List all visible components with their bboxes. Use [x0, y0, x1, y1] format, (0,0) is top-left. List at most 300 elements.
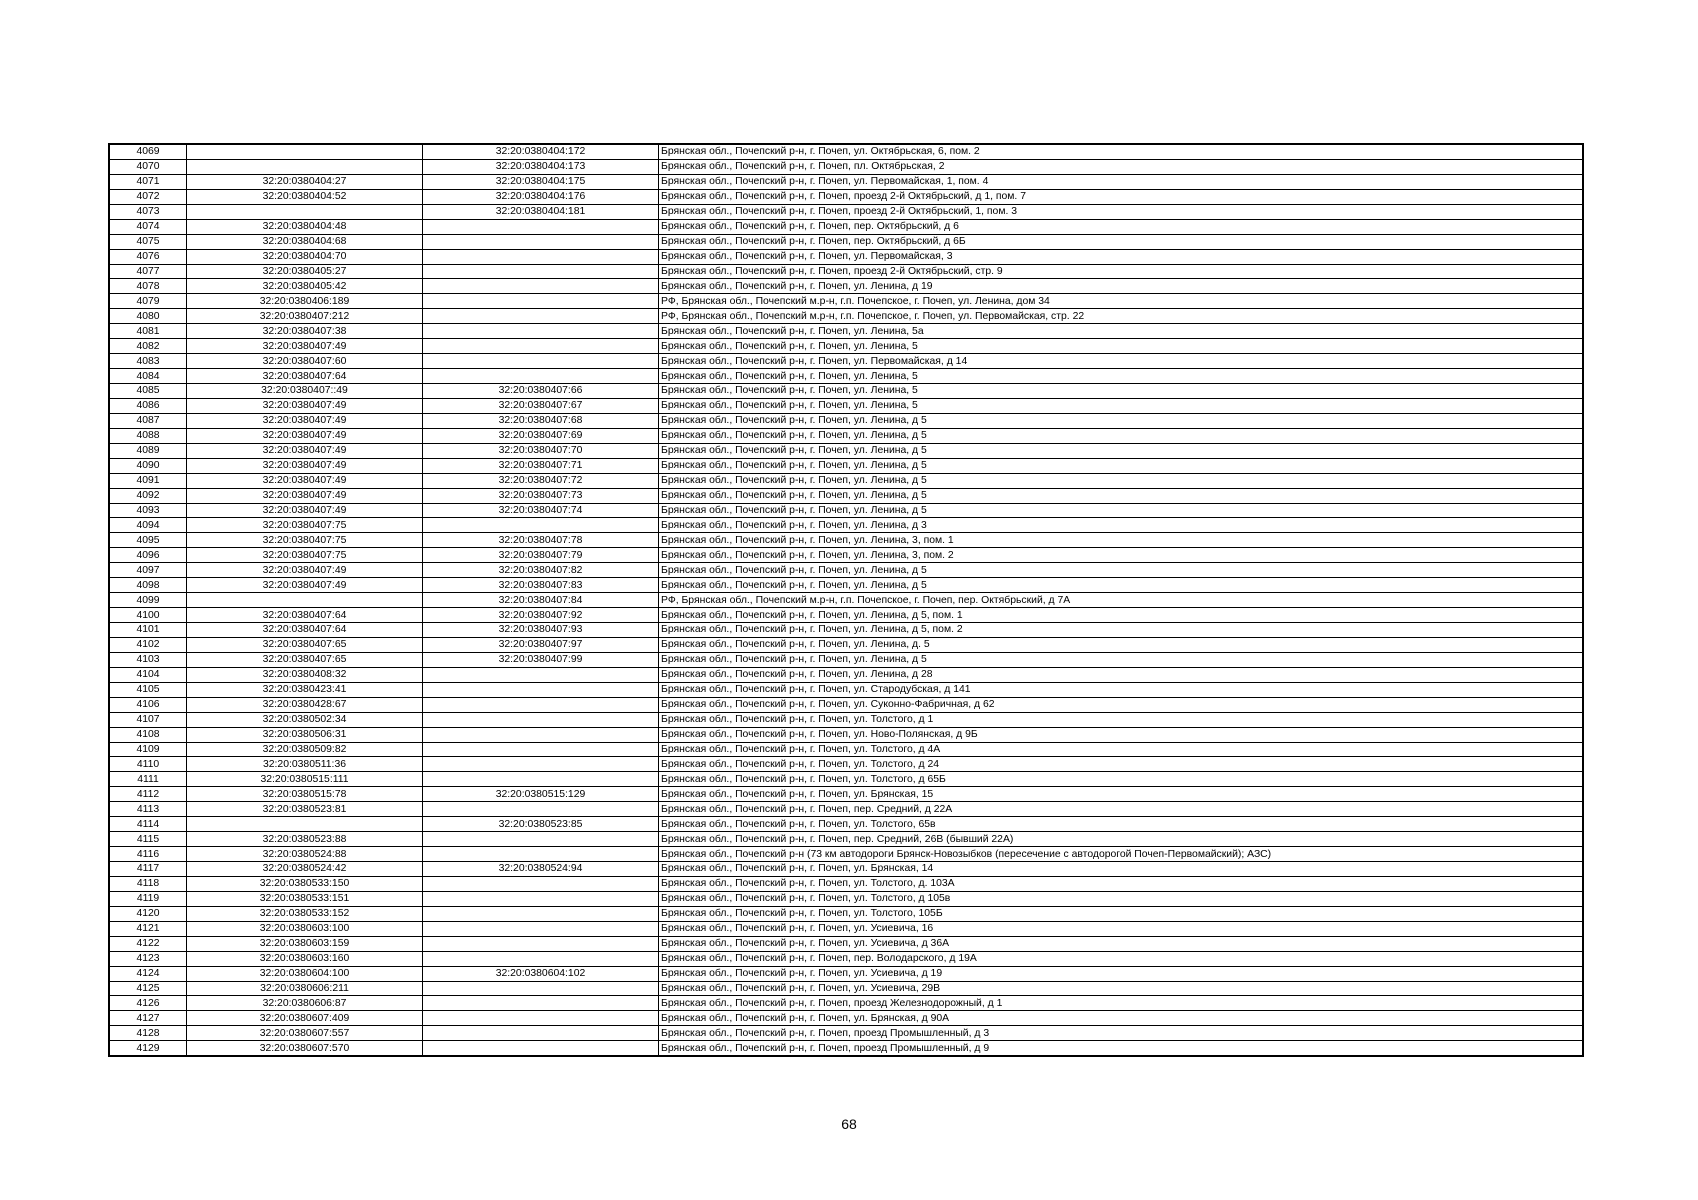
table-row	[110, 1011, 1583, 1026]
table-body	[110, 145, 1583, 1056]
row-number-cell: 4096	[110, 548, 187, 563]
land-cadastral-number-cell: 32:20:0380407:49	[187, 398, 423, 413]
land-cadastral-number-cell: 32:20:0380606:87	[187, 996, 423, 1011]
table-row	[110, 936, 1583, 951]
object-cadastral-number-cell	[423, 309, 659, 324]
table-row	[110, 578, 1583, 593]
land-cadastral-number-cell	[187, 159, 423, 174]
object-cadastral-number-cell: 32:20:0380407:84	[423, 593, 659, 608]
object-cadastral-number-cell: 32:20:0380407:67	[423, 398, 659, 413]
object-cadastral-number-cell: 32:20:0380407:83	[423, 578, 659, 593]
table-row	[110, 548, 1583, 563]
object-cadastral-number-cell	[423, 1011, 659, 1026]
address-cell: Брянская обл., Почепский р-н, г. Почеп, ул. Ленина, д 19	[659, 279, 1583, 294]
table-row	[110, 1026, 1583, 1041]
object-cadastral-number-cell	[423, 264, 659, 279]
address-cell: Брянская обл., Почепский р-н, г. Почеп, пл. Октябрьская, 2	[659, 159, 1583, 174]
row-number-cell: 4080	[110, 309, 187, 324]
object-cadastral-number-cell	[423, 727, 659, 742]
table-row	[110, 443, 1583, 458]
address-cell: Брянская обл., Почепский р-н, г. Почеп, ул. Ленина, 5а	[659, 324, 1583, 339]
land-cadastral-number-cell: 32:20:0380407:49	[187, 578, 423, 593]
object-cadastral-number-cell: 32:20:0380407:93	[423, 623, 659, 638]
address-cell: Брянская обл., Почепский р-н, г. Почеп, ул. Толстого, д 4А	[659, 742, 1583, 757]
object-cadastral-number-cell: 32:20:0380407:79	[423, 548, 659, 563]
object-cadastral-number-cell: 32:20:0380407:99	[423, 652, 659, 667]
land-cadastral-number-cell: 32:20:0380407:64	[187, 369, 423, 384]
address-cell: Брянская обл., Почепский р-н, г. Почеп, пер. Октябрьский, д 6	[659, 219, 1583, 234]
row-number-cell: 4069	[110, 145, 187, 160]
object-cadastral-number-cell	[423, 1041, 659, 1056]
land-cadastral-number-cell: 32:20:0380502:34	[187, 712, 423, 727]
land-cadastral-number-cell: 32:20:0380407:49	[187, 563, 423, 578]
object-cadastral-number-cell: 32:20:0380515:129	[423, 787, 659, 802]
row-number-cell: 4118	[110, 876, 187, 891]
land-cadastral-number-cell: 32:20:0380407:75	[187, 518, 423, 533]
row-number-cell: 4104	[110, 667, 187, 682]
row-number-cell: 4097	[110, 563, 187, 578]
row-number-cell: 4119	[110, 891, 187, 906]
table-row	[110, 637, 1583, 652]
table-row	[110, 712, 1583, 727]
property-register-table	[109, 144, 1583, 1056]
land-cadastral-number-cell: 32:20:0380407:65	[187, 637, 423, 652]
land-cadastral-number-cell: 32:20:0380533:151	[187, 891, 423, 906]
object-cadastral-number-cell: 32:20:0380404:173	[423, 159, 659, 174]
table-row	[110, 563, 1583, 578]
row-number-cell: 4084	[110, 369, 187, 384]
object-cadastral-number-cell	[423, 518, 659, 533]
land-cadastral-number-cell: 32:20:0380603:100	[187, 921, 423, 936]
address-cell: Брянская обл., Почепский р-н, г. Почеп, ул. Ленина, д 5, пом. 2	[659, 623, 1583, 638]
object-cadastral-number-cell	[423, 936, 659, 951]
land-cadastral-number-cell: 32:20:0380603:160	[187, 951, 423, 966]
row-number-cell: 4077	[110, 264, 187, 279]
address-cell: Брянская обл., Почепский р-н, г. Почеп, проезд Промышленный, д 9	[659, 1041, 1583, 1056]
table-row	[110, 384, 1583, 399]
land-cadastral-number-cell: 32:20:0380407:49	[187, 413, 423, 428]
address-cell: Брянская обл., Почепский р-н, г. Почеп, ул. Толстого, д 105в	[659, 891, 1583, 906]
address-cell: Брянская обл., Почепский р-н, г. Почеп, ул. Ново-Полянская, д 9Б	[659, 727, 1583, 742]
row-number-cell: 4081	[110, 324, 187, 339]
land-cadastral-number-cell: 32:20:0380407::49	[187, 384, 423, 399]
address-cell: Брянская обл., Почепский р-н, г. Почеп, ул. Ленина, д 5	[659, 458, 1583, 473]
row-number-cell: 4128	[110, 1026, 187, 1041]
row-number-cell: 4106	[110, 697, 187, 712]
object-cadastral-number-cell: 32:20:0380407:70	[423, 443, 659, 458]
object-cadastral-number-cell: 32:20:0380404:175	[423, 174, 659, 189]
table-row	[110, 398, 1583, 413]
object-cadastral-number-cell: 32:20:0380523:85	[423, 817, 659, 832]
row-number-cell: 4114	[110, 817, 187, 832]
object-cadastral-number-cell	[423, 921, 659, 936]
address-cell: Брянская обл., Почепский р-н, г. Почеп, пер. Октябрьский, д 6Б	[659, 234, 1583, 249]
row-number-cell: 4109	[110, 742, 187, 757]
row-number-cell: 4073	[110, 204, 187, 219]
row-number-cell: 4103	[110, 652, 187, 667]
table-row	[110, 309, 1583, 324]
object-cadastral-number-cell	[423, 249, 659, 264]
address-cell: Брянская обл., Почепский р-н, г. Почеп, ул. Стародубская, д 141	[659, 682, 1583, 697]
table-row	[110, 145, 1583, 160]
row-number-cell: 4102	[110, 637, 187, 652]
row-number-cell: 4126	[110, 996, 187, 1011]
table-row	[110, 339, 1583, 354]
object-cadastral-number-cell: 32:20:0380604:102	[423, 966, 659, 981]
address-cell: Брянская обл., Почепский р-н, г. Почеп, ул. Толстого, д. 103А	[659, 876, 1583, 891]
table-row	[110, 324, 1583, 339]
land-cadastral-number-cell: 32:20:0380407:49	[187, 503, 423, 518]
address-cell: Брянская обл., Почепский р-н, г. Почеп, ул. Первомайская, 3	[659, 249, 1583, 264]
row-number-cell: 4095	[110, 533, 187, 548]
address-cell: Брянская обл., Почепский р-н, г. Почеп, проезд 2-й Октябрьский, стр. 9	[659, 264, 1583, 279]
table-row	[110, 518, 1583, 533]
address-cell: Брянская обл., Почепский р-н, г. Почеп, ул. Ленина, 3, пом. 2	[659, 548, 1583, 563]
address-cell: Брянская обл., Почепский р-н, г. Почеп, ул. Суконно-Фабричная, д 62	[659, 697, 1583, 712]
address-cell: Брянская обл., Почепский р-н, г. Почеп, проезд Железнодорожный, д 1	[659, 996, 1583, 1011]
table-row	[110, 369, 1583, 384]
row-number-cell: 4092	[110, 488, 187, 503]
object-cadastral-number-cell	[423, 1026, 659, 1041]
object-cadastral-number-cell	[423, 294, 659, 309]
address-cell: Брянская обл., Почепский р-н, г. Почеп, ул. Ленина, д 5	[659, 413, 1583, 428]
table-row	[110, 847, 1583, 862]
land-cadastral-number-cell: 32:20:0380423:41	[187, 682, 423, 697]
address-cell: Брянская обл., Почепский р-н, г. Почеп, ул. Ленина, д 5, пом. 1	[659, 608, 1583, 623]
land-cadastral-number-cell: 32:20:0380407:49	[187, 458, 423, 473]
address-cell: Брянская обл., Почепский р-н, г. Почеп, ул. Толстого, 65в	[659, 817, 1583, 832]
table-row	[110, 428, 1583, 443]
address-cell: Брянская обл., Почепский р-н, г. Почеп, ул. Ленина, д 5	[659, 563, 1583, 578]
object-cadastral-number-cell	[423, 682, 659, 697]
object-cadastral-number-cell	[423, 667, 659, 682]
table-row	[110, 533, 1583, 548]
table-row	[110, 503, 1583, 518]
land-cadastral-number-cell: 32:20:0380407:49	[187, 428, 423, 443]
row-number-cell: 4088	[110, 428, 187, 443]
address-cell: Брянская обл., Почепский р-н, г. Почеп, проезд 2-й Октябрьский, 1, пом. 3	[659, 204, 1583, 219]
object-cadastral-number-cell	[423, 876, 659, 891]
object-cadastral-number-cell: 32:20:0380407:92	[423, 608, 659, 623]
table-row	[110, 727, 1583, 742]
row-number-cell: 4112	[110, 787, 187, 802]
land-cadastral-number-cell: 32:20:0380506:31	[187, 727, 423, 742]
address-cell: Брянская обл., Почепский р-н, г. Почеп, ул. Ленина, д 5	[659, 488, 1583, 503]
table-row	[110, 294, 1583, 309]
row-number-cell: 4085	[110, 384, 187, 399]
object-cadastral-number-cell	[423, 369, 659, 384]
table-row	[110, 488, 1583, 503]
row-number-cell: 4110	[110, 757, 187, 772]
address-cell: Брянская обл., Почепский р-н, г. Почеп, ул. Ленина, 5	[659, 339, 1583, 354]
address-cell: Брянская обл., Почепский р-н, г. Почеп, ул. Брянская, д 90А	[659, 1011, 1583, 1026]
object-cadastral-number-cell	[423, 951, 659, 966]
land-cadastral-number-cell	[187, 204, 423, 219]
land-cadastral-number-cell: 32:20:0380407:64	[187, 608, 423, 623]
land-cadastral-number-cell: 32:20:0380407:60	[187, 354, 423, 369]
row-number-cell: 4076	[110, 249, 187, 264]
row-number-cell: 4094	[110, 518, 187, 533]
row-number-cell: 4083	[110, 354, 187, 369]
land-cadastral-number-cell: 32:20:0380407:75	[187, 548, 423, 563]
land-cadastral-number-cell: 32:20:0380607:557	[187, 1026, 423, 1041]
table-row	[110, 234, 1583, 249]
land-cadastral-number-cell: 32:20:0380509:82	[187, 742, 423, 757]
table-row	[110, 174, 1583, 189]
object-cadastral-number-cell	[423, 802, 659, 817]
address-cell: Брянская обл., Почепский р-н, г. Почеп, ул. Толстого, д 1	[659, 712, 1583, 727]
land-cadastral-number-cell: 32:20:0380428:67	[187, 697, 423, 712]
row-number-cell: 4086	[110, 398, 187, 413]
object-cadastral-number-cell: 32:20:0380407:73	[423, 488, 659, 503]
land-cadastral-number-cell: 32:20:0380407:49	[187, 443, 423, 458]
land-cadastral-number-cell: 32:20:0380523:81	[187, 802, 423, 817]
address-cell: РФ, Брянская обл., Почепский м.р-н, г.п. Почепское, г. Почеп, ул. Первомайская, стр. 22	[659, 309, 1583, 324]
address-cell: Брянская обл., Почепский р-н, г. Почеп, ул. Толстого, д 24	[659, 757, 1583, 772]
object-cadastral-number-cell: 32:20:0380407:66	[423, 384, 659, 399]
land-cadastral-number-cell: 32:20:0380606:211	[187, 981, 423, 996]
table-row	[110, 264, 1583, 279]
address-cell: Брянская обл., Почепский р-н (73 км автодороги Брянск-Новозыбков (пересечение с автодорогой Почеп-Первомайский); АЗС)	[659, 847, 1583, 862]
address-cell: Брянская обл., Почепский р-н, г. Почеп, ул. Первомайская, 1, пом. 4	[659, 174, 1583, 189]
address-cell: Брянская обл., Почепский р-н, г. Почеп, ул. Первомайская, д 14	[659, 354, 1583, 369]
row-number-cell: 4070	[110, 159, 187, 174]
land-cadastral-number-cell: 32:20:0380407:49	[187, 473, 423, 488]
table-row	[110, 951, 1583, 966]
table-row	[110, 862, 1583, 877]
table-row	[110, 219, 1583, 234]
address-cell: Брянская обл., Почепский р-н, г. Почеп, ул. Октябрьская, 6, пом. 2	[659, 145, 1583, 160]
table-row	[110, 458, 1583, 473]
object-cadastral-number-cell	[423, 234, 659, 249]
land-cadastral-number-cell: 32:20:0380524:42	[187, 862, 423, 877]
table-row	[110, 249, 1583, 264]
address-cell: РФ, Брянская обл., Почепский м.р-н, г.п. Почепское, г. Почеп, пер. Октябрьский, д 7А	[659, 593, 1583, 608]
address-cell: Брянская обл., Почепский р-н, г. Почеп, пер. Володарского, д 19А	[659, 951, 1583, 966]
land-cadastral-number-cell	[187, 145, 423, 160]
object-cadastral-number-cell	[423, 279, 659, 294]
land-cadastral-number-cell: 32:20:0380604:100	[187, 966, 423, 981]
row-number-cell: 4116	[110, 847, 187, 862]
land-cadastral-number-cell: 32:20:0380407:65	[187, 652, 423, 667]
land-cadastral-number-cell: 32:20:0380515:111	[187, 772, 423, 787]
table-row	[110, 413, 1583, 428]
address-cell: Брянская обл., Почепский р-н, г. Почеп, ул. Ленина, 5	[659, 398, 1583, 413]
land-cadastral-number-cell: 32:20:0380607:570	[187, 1041, 423, 1056]
table-row	[110, 981, 1583, 996]
row-number-cell: 4127	[110, 1011, 187, 1026]
row-number-cell: 4093	[110, 503, 187, 518]
land-cadastral-number-cell: 32:20:0380407:212	[187, 309, 423, 324]
row-number-cell: 4100	[110, 608, 187, 623]
address-cell: Брянская обл., Почепский р-н, г. Почеп, ул. Ленина, д 28	[659, 667, 1583, 682]
land-cadastral-number-cell: 32:20:0380533:152	[187, 906, 423, 921]
table-row	[110, 742, 1583, 757]
land-cadastral-number-cell: 32:20:0380404:52	[187, 189, 423, 204]
row-number-cell: 4125	[110, 981, 187, 996]
row-number-cell: 4101	[110, 623, 187, 638]
object-cadastral-number-cell: 32:20:0380407:69	[423, 428, 659, 443]
table-row	[110, 966, 1583, 981]
table-row	[110, 772, 1583, 787]
row-number-cell: 4117	[110, 862, 187, 877]
land-cadastral-number-cell: 32:20:0380524:88	[187, 847, 423, 862]
table-row	[110, 891, 1583, 906]
land-cadastral-number-cell	[187, 817, 423, 832]
address-cell: Брянская обл., Почепский р-н, г. Почеп, ул. Ленина, д 5	[659, 473, 1583, 488]
land-cadastral-number-cell: 32:20:0380515:78	[187, 787, 423, 802]
land-cadastral-number-cell: 32:20:0380404:70	[187, 249, 423, 264]
object-cadastral-number-cell: 32:20:0380407:72	[423, 473, 659, 488]
address-cell: Брянская обл., Почепский р-н, г. Почеп, пер. Средний, 26В (бывший 22А)	[659, 832, 1583, 847]
object-cadastral-number-cell: 32:20:0380407:82	[423, 563, 659, 578]
land-cadastral-number-cell: 32:20:0380407:75	[187, 533, 423, 548]
row-number-cell: 4113	[110, 802, 187, 817]
row-number-cell: 4072	[110, 189, 187, 204]
address-cell: Брянская обл., Почепский р-н, г. Почеп, ул. Ленина, 5	[659, 369, 1583, 384]
object-cadastral-number-cell: 32:20:0380407:68	[423, 413, 659, 428]
land-cadastral-number-cell: 32:20:0380407:38	[187, 324, 423, 339]
row-number-cell: 4090	[110, 458, 187, 473]
row-number-cell: 4123	[110, 951, 187, 966]
address-cell: РФ, Брянская обл., Почепский м.р-н, г.п. Почепское, г. Почеп, ул. Ленина, дом 34	[659, 294, 1583, 309]
land-cadastral-number-cell: 32:20:0380406:189	[187, 294, 423, 309]
table-row	[110, 473, 1583, 488]
row-number-cell: 4075	[110, 234, 187, 249]
table-row	[110, 159, 1583, 174]
object-cadastral-number-cell	[423, 891, 659, 906]
object-cadastral-number-cell	[423, 847, 659, 862]
table-row	[110, 697, 1583, 712]
address-cell: Брянская обл., Почепский р-н, г. Почеп, ул. Ленина, д 5	[659, 578, 1583, 593]
row-number-cell: 4111	[110, 772, 187, 787]
address-cell: Брянская обл., Почепский р-н, г. Почеп, ул. Толстого, 105Б	[659, 906, 1583, 921]
land-cadastral-number-cell: 32:20:0380407:49	[187, 339, 423, 354]
table-row	[110, 757, 1583, 772]
row-number-cell: 4115	[110, 832, 187, 847]
row-number-cell: 4124	[110, 966, 187, 981]
object-cadastral-number-cell: 32:20:0380407:78	[423, 533, 659, 548]
address-cell: Брянская обл., Почепский р-н, г. Почеп, ул. Ленина, д 5	[659, 652, 1583, 667]
land-cadastral-number-cell: 32:20:0380511:36	[187, 757, 423, 772]
land-cadastral-number-cell: 32:20:0380404:48	[187, 219, 423, 234]
object-cadastral-number-cell	[423, 906, 659, 921]
address-cell: Брянская обл., Почепский р-н, г. Почеп, ул. Усиевича, д 36А	[659, 936, 1583, 951]
address-cell: Брянская обл., Почепский р-н, г. Почеп, пер. Средний, д 22А	[659, 802, 1583, 817]
object-cadastral-number-cell	[423, 219, 659, 234]
table-row	[110, 832, 1583, 847]
table-row	[110, 652, 1583, 667]
table-row	[110, 623, 1583, 638]
address-cell: Брянская обл., Почепский р-н, г. Почеп, ул. Толстого, д 65Б	[659, 772, 1583, 787]
land-cadastral-number-cell: 32:20:0380408:32	[187, 667, 423, 682]
table-row	[110, 279, 1583, 294]
object-cadastral-number-cell	[423, 742, 659, 757]
address-cell: Брянская обл., Почепский р-н, г. Почеп, ул. Усиевича, 16	[659, 921, 1583, 936]
row-number-cell: 4129	[110, 1041, 187, 1056]
land-cadastral-number-cell: 32:20:0380533:150	[187, 876, 423, 891]
address-cell: Брянская обл., Почепский р-н, г. Почеп, проезд Промышленный, д 3	[659, 1026, 1583, 1041]
row-number-cell: 4082	[110, 339, 187, 354]
address-cell: Брянская обл., Почепский р-н, г. Почеп, ул. Усиевича, д 19	[659, 966, 1583, 981]
object-cadastral-number-cell	[423, 757, 659, 772]
table-row	[110, 667, 1583, 682]
table-row	[110, 608, 1583, 623]
row-number-cell: 4120	[110, 906, 187, 921]
land-cadastral-number-cell: 32:20:0380607:409	[187, 1011, 423, 1026]
table-row	[110, 921, 1583, 936]
table-row	[110, 204, 1583, 219]
row-number-cell: 4098	[110, 578, 187, 593]
row-number-cell: 4091	[110, 473, 187, 488]
land-cadastral-number-cell: 32:20:0380523:88	[187, 832, 423, 847]
land-cadastral-number-cell: 32:20:0380405:27	[187, 264, 423, 279]
address-cell: Брянская обл., Почепский р-н, г. Почеп, ул. Усиевича, 29В	[659, 981, 1583, 996]
address-cell: Брянская обл., Почепский р-н, г. Почеп, ул. Ленина, д 5	[659, 503, 1583, 518]
table-row	[110, 354, 1583, 369]
address-cell: Брянская обл., Почепский р-н, г. Почеп, ул. Ленина, 3, пом. 1	[659, 533, 1583, 548]
table-row	[110, 787, 1583, 802]
row-number-cell: 4074	[110, 219, 187, 234]
row-number-cell: 4108	[110, 727, 187, 742]
address-cell: Брянская обл., Почепский р-н, г. Почеп, ул. Ленина, д 5	[659, 443, 1583, 458]
object-cadastral-number-cell: 32:20:0380524:94	[423, 862, 659, 877]
row-number-cell: 4089	[110, 443, 187, 458]
object-cadastral-number-cell: 32:20:0380404:176	[423, 189, 659, 204]
table-row	[110, 593, 1583, 608]
land-cadastral-number-cell: 32:20:0380404:68	[187, 234, 423, 249]
table-row	[110, 802, 1583, 817]
row-number-cell: 4099	[110, 593, 187, 608]
object-cadastral-number-cell	[423, 981, 659, 996]
land-cadastral-number-cell: 32:20:0380407:64	[187, 623, 423, 638]
object-cadastral-number-cell: 32:20:0380407:71	[423, 458, 659, 473]
object-cadastral-number-cell: 32:20:0380404:172	[423, 145, 659, 160]
object-cadastral-number-cell: 32:20:0380407:97	[423, 637, 659, 652]
address-cell: Брянская обл., Почепский р-н, г. Почеп, ул. Ленина, д 5	[659, 428, 1583, 443]
address-cell: Брянская обл., Почепский р-н, г. Почеп, ул. Ленина, 5	[659, 384, 1583, 399]
object-cadastral-number-cell	[423, 697, 659, 712]
table-row	[110, 996, 1583, 1011]
row-number-cell: 4079	[110, 294, 187, 309]
object-cadastral-number-cell	[423, 712, 659, 727]
address-cell: Брянская обл., Почепский р-н, г. Почеп, ул. Брянская, 14	[659, 862, 1583, 877]
land-cadastral-number-cell: 32:20:0380407:49	[187, 488, 423, 503]
row-number-cell: 4121	[110, 921, 187, 936]
table-row	[110, 1041, 1583, 1056]
row-number-cell: 4078	[110, 279, 187, 294]
address-cell: Брянская обл., Почепский р-н, г. Почеп, ул. Ленина, д. 5	[659, 637, 1583, 652]
land-cadastral-number-cell: 32:20:0380405:42	[187, 279, 423, 294]
row-number-cell: 4105	[110, 682, 187, 697]
row-number-cell: 4107	[110, 712, 187, 727]
page-number: 68	[841, 1116, 857, 1132]
land-cadastral-number-cell: 32:20:0380603:159	[187, 936, 423, 951]
row-number-cell: 4122	[110, 936, 187, 951]
address-cell: Брянская обл., Почепский р-н, г. Почеп, ул. Ленина, д 3	[659, 518, 1583, 533]
object-cadastral-number-cell	[423, 772, 659, 787]
object-cadastral-number-cell	[423, 832, 659, 847]
object-cadastral-number-cell	[423, 324, 659, 339]
table-row	[110, 876, 1583, 891]
table-row	[110, 189, 1583, 204]
row-number-cell: 4071	[110, 174, 187, 189]
address-cell: Брянская обл., Почепский р-н, г. Почеп, проезд 2-й Октябрьский, д 1, пом. 7	[659, 189, 1583, 204]
address-cell: Брянская обл., Почепский р-н, г. Почеп, ул. Брянская, 15	[659, 787, 1583, 802]
table-row	[110, 682, 1583, 697]
object-cadastral-number-cell	[423, 339, 659, 354]
row-number-cell: 4087	[110, 413, 187, 428]
